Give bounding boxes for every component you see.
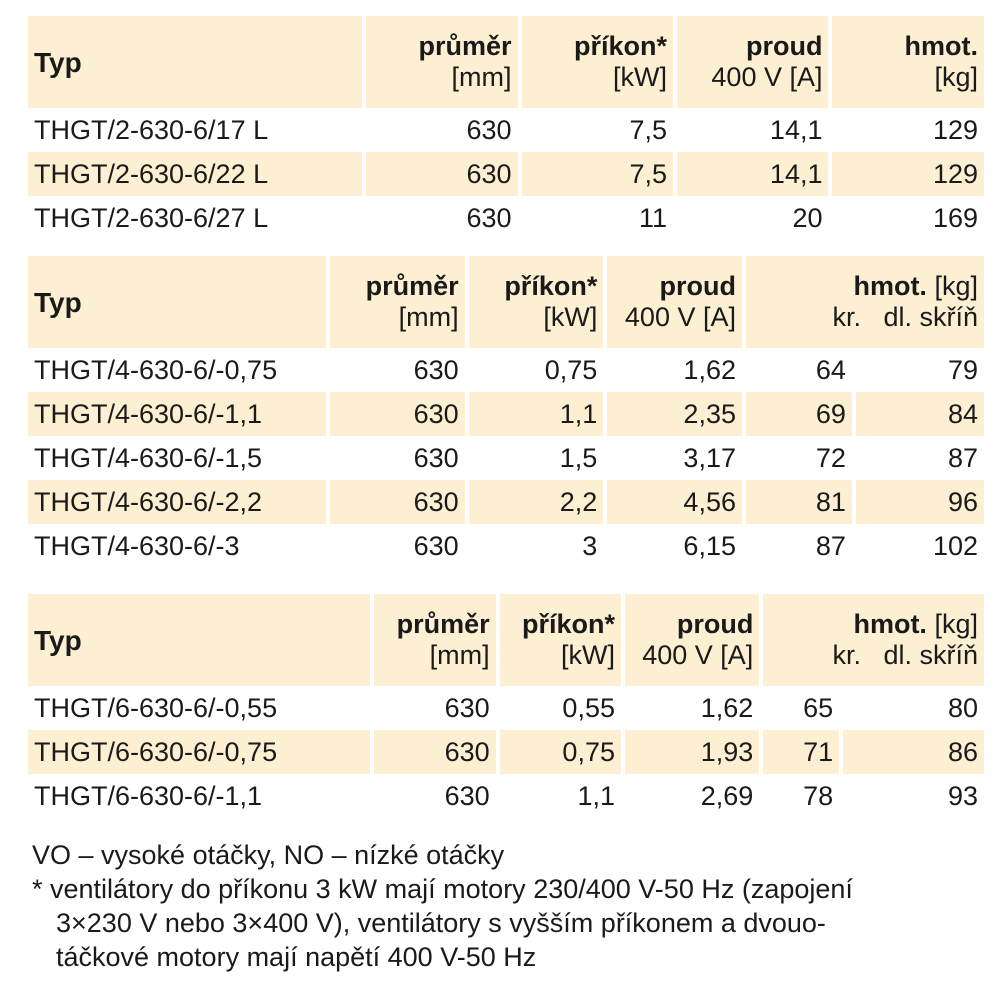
cell-typ: THGT/6-630-6/-0,75 [28, 730, 370, 774]
cell-proud: 6,15 [683, 530, 736, 561]
cell-dl: 93 [947, 780, 978, 811]
cell-typ: THGT/2-630-6/27 L [34, 202, 269, 233]
cell-prikon: 1,5 [559, 442, 598, 473]
cell-prikon: 1,1 [577, 780, 615, 811]
cell-prumer: 630 [374, 730, 495, 774]
cell-kr: 72 [815, 442, 846, 473]
cell-typ: THGT/4-630-6/-3 [34, 530, 240, 561]
header-hmot: hmot. [kg] [832, 16, 984, 108]
header-hmot: hmot. [kg] kr. dl. skříň [746, 256, 984, 348]
header-typ: Typ [28, 256, 326, 348]
cell-prumer: 630 [413, 354, 459, 385]
cell-prikon: 7,5 [522, 152, 673, 196]
table-row [28, 152, 984, 196]
cell-hmot: 129 [832, 152, 984, 196]
cell-prumer: 630 [330, 480, 465, 524]
header-prikon: příkon* [kW] [469, 256, 604, 348]
cell-prikon: 0,75 [500, 730, 621, 774]
table-row [28, 524, 984, 568]
cell-typ: THGT/4-630-6/-1,5 [34, 442, 263, 473]
header-proud: proud 400 V [A] [677, 16, 828, 108]
header-prumer: průměr [mm] [374, 594, 495, 686]
cell-proud: 20 [792, 202, 823, 233]
cell-prikon: 1,1 [469, 392, 604, 436]
table-row [28, 392, 984, 436]
table-row [28, 436, 984, 480]
cell-prumer: 630 [366, 152, 517, 196]
cell-prikon: 2,2 [469, 480, 604, 524]
header-proud: proud 400 V [A] [625, 594, 759, 686]
note-motors-line2: 3×230 V nebo 3×400 V), ventilátory s vyšším příkonem a dvouo- [56, 908, 826, 938]
table-row [28, 730, 984, 774]
cell-dl: 86 [843, 730, 984, 774]
note-motors-line3: táčkové motory mají napětí 400 V-50 Hz [56, 942, 537, 972]
cell-dl: 80 [947, 692, 978, 723]
cell-proud: 4,56 [607, 480, 742, 524]
cell-dl: 102 [932, 530, 978, 561]
table-row [28, 196, 984, 240]
cell-prumer: 630 [330, 392, 465, 436]
spec-table-thgt2 [24, 16, 988, 240]
cell-proud: 2,69 [700, 780, 754, 811]
cell-typ: THGT/4-630-6/-2,2 [28, 480, 326, 524]
header-prumer: průměr [mm] [366, 16, 517, 108]
cell-kr: 69 [746, 392, 852, 436]
cell-prikon: 7,5 [629, 114, 668, 145]
cell-typ: THGT/2-630-6/22 L [28, 152, 362, 196]
header-typ: Typ [28, 594, 370, 686]
cell-typ: THGT/4-630-6/-1,1 [28, 392, 326, 436]
cell-proud: 1,62 [700, 692, 754, 723]
cell-kr: 81 [746, 480, 852, 524]
table-header-row [28, 256, 984, 348]
cell-typ: THGT/6-630-6/-0,55 [34, 692, 278, 723]
cell-dl: 96 [856, 480, 984, 524]
cell-dl: 87 [947, 442, 978, 473]
spec-table-thgt6 [24, 594, 988, 818]
cell-kr: 65 [803, 692, 834, 723]
cell-prumer: 630 [413, 530, 459, 561]
cell-proud: 3,17 [683, 442, 736, 473]
table-row [28, 348, 984, 392]
table-row [28, 774, 984, 818]
cell-prikon: 3 [582, 530, 598, 561]
cell-prikon: 11 [638, 202, 668, 233]
note-motors-line1: * ventilátory do příkonu 3 kW mají motory 230/400 V-50 Hz (zapojení [32, 874, 853, 904]
cell-typ: THGT/4-630-6/-0,75 [34, 354, 278, 385]
cell-proud: 1,93 [625, 730, 759, 774]
note-abbreviations: VO – vysoké otáčky, NO – nízké otáčky [32, 840, 505, 870]
table-header-row [28, 16, 984, 108]
cell-prumer: 630 [444, 692, 490, 723]
cell-proud: 14,1 [769, 114, 823, 145]
cell-typ: THGT/6-630-6/-1,1 [34, 780, 263, 811]
cell-prikon: 0,55 [562, 692, 615, 723]
header-prikon: příkon* [kW] [522, 16, 673, 108]
table-row [28, 108, 984, 152]
cell-kr: 78 [803, 780, 834, 811]
header-typ: Typ [28, 16, 362, 108]
header-proud: proud 400 V [A] [607, 256, 742, 348]
cell-kr: 71 [763, 730, 839, 774]
table-row [28, 686, 984, 730]
cell-proud: 2,35 [607, 392, 742, 436]
cell-proud: 14,1 [677, 152, 828, 196]
table-row [28, 480, 984, 524]
header-prumer: průměr [mm] [330, 256, 465, 348]
cell-hmot: 169 [932, 202, 978, 233]
cell-kr: 87 [815, 530, 846, 561]
cell-hmot: 129 [932, 114, 978, 145]
header-prikon: příkon* [kW] [500, 594, 621, 686]
cell-prumer: 630 [466, 202, 512, 233]
header-hmot: hmot. [kg] kr. dl. skříň [763, 594, 984, 686]
cell-dl: 84 [856, 392, 984, 436]
cell-proud: 1,62 [683, 354, 736, 385]
spec-table-thgt4 [24, 256, 988, 568]
cell-prumer: 630 [444, 780, 490, 811]
cell-typ: THGT/2-630-6/17 L [34, 114, 269, 145]
table-header-row [28, 594, 984, 686]
cell-prumer: 630 [466, 114, 512, 145]
cell-prikon: 0,75 [544, 354, 598, 385]
cell-dl: 79 [947, 354, 978, 385]
cell-kr: 64 [815, 354, 846, 385]
cell-prumer: 630 [413, 442, 459, 473]
footnotes [32, 838, 972, 974]
